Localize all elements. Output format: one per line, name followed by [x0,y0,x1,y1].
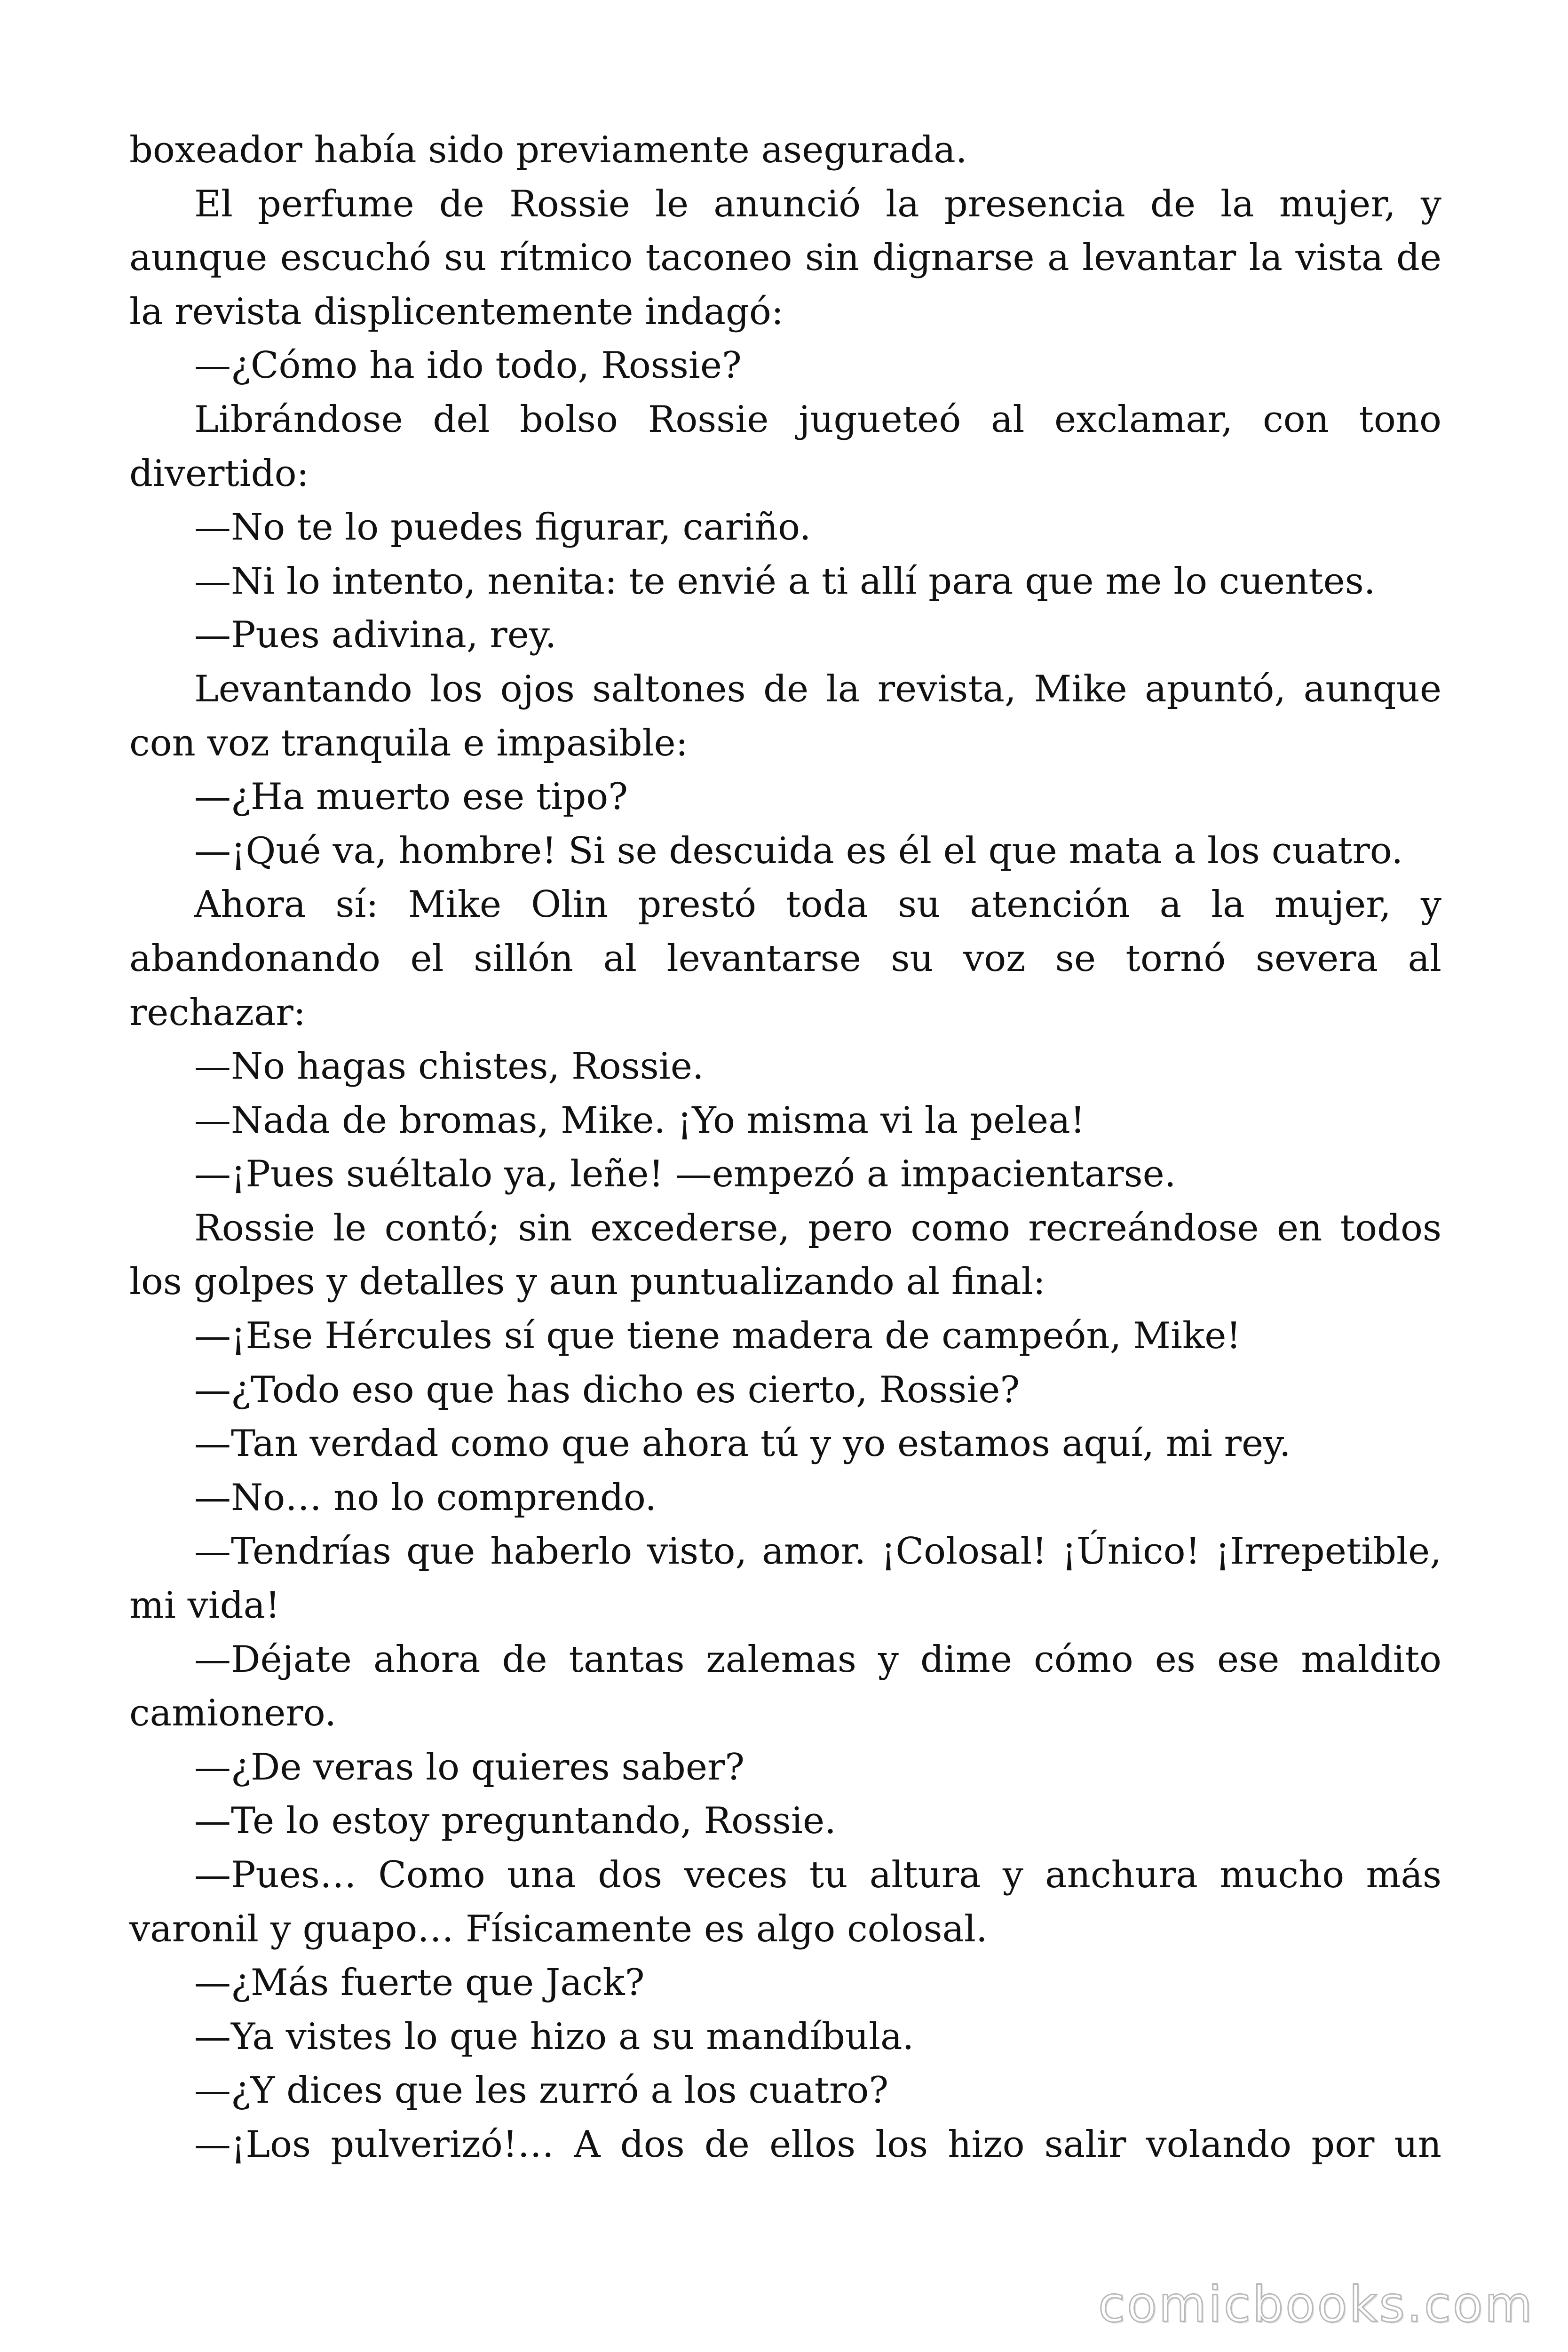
paragraph: El perfume de Rossie le anunció la presencia de la mujer, y aunque escuchó su rítmico taconeo sin dignarse a levantar la vista de la revista displicentemente indagó: [129,183,1441,333]
paragraph: —Ni lo intento, nenita: te envié a ti allí para que me lo cuentes. [194,560,1376,603]
paragraph: —Te lo estoy preguntando, Rossie. [194,1800,836,1843]
paragraph: —¡Pues suéltalo ya, leñe! —empezó a impacientarse. [194,1153,1176,1196]
paragraph: Rossie le contó; sin excederse, pero como recreándose en todos los golpes y detalles y aun puntualizando al final: [129,1207,1441,1303]
paragraph: —Nada de bromas, Mike. ¡Yo misma vi la pelea! [194,1099,1085,1142]
paragraph: —¿De veras lo quieres saber? [194,1746,745,1788]
paragraph: —¡Ese Hércules sí que tiene madera de campeón, Mike! [194,1315,1241,1358]
paragraph: —Pues… Como una dos veces tu altura y anchura mucho más varonil y guapo… Físicamente es algo colosal. [129,1854,1441,1950]
paragraph: Librándose del bolso Rossie jugueteó al exclamar, con tono divertido: [129,398,1441,495]
paragraph: —No hagas chistes, Rossie. [194,1045,704,1088]
paragraph: —¿Ha muerto ese tipo? [194,776,628,818]
paragraph: —¡Los pulverizó!… A dos de ellos los hizo salir volando por un [194,2123,1441,2166]
body-text [129,123,1441,2172]
paragraph: —Ya vistes lo que hizo a su mandíbula. [194,2015,914,2058]
paragraph: Ahora sí: Mike Olin prestó toda su atención a la mujer, y abandonando el sillón al levantarse su voz se tornó severa al rechazar: [129,883,1441,1034]
paragraph: —¿Más fuerte que Jack? [194,1962,645,2004]
watermark: comicbooks.com [1098,2276,1534,2333]
paragraph: —¡Qué va, hombre! Si se descuida es él el que mata a los cuatro. [194,829,1403,872]
paragraph: boxeador había sido previamente asegurada. [129,129,967,171]
paragraph: —¿Cómo ha ido todo, Rossie? [194,344,742,387]
paragraph: —Tendrías que haberlo visto, amor. ¡Colosal! ¡Único! ¡Irrepetible, mi vida! [129,1530,1441,1627]
paragraph: Levantando los ojos saltones de la revista, Mike apuntó, aunque con voz tranquila e impasible: [129,667,1441,764]
paragraph: —No te lo puedes figurar, cariño. [194,506,811,549]
paragraph: —Déjate ahora de tantas zalemas y dime cómo es ese maldito camionero. [129,1638,1441,1735]
paragraph: —Pues adivina, rey. [194,614,557,657]
paragraph: —¿Y dices que les zurró a los cuatro? [194,2069,889,2112]
paragraph: —No… no lo comprendo. [194,1476,657,1519]
paragraph: —Tan verdad como que ahora tú y yo estamos aquí, mi rey. [194,1422,1291,1465]
paragraph: —¿Todo eso que has dicho es cierto, Rossie? [194,1368,1020,1411]
